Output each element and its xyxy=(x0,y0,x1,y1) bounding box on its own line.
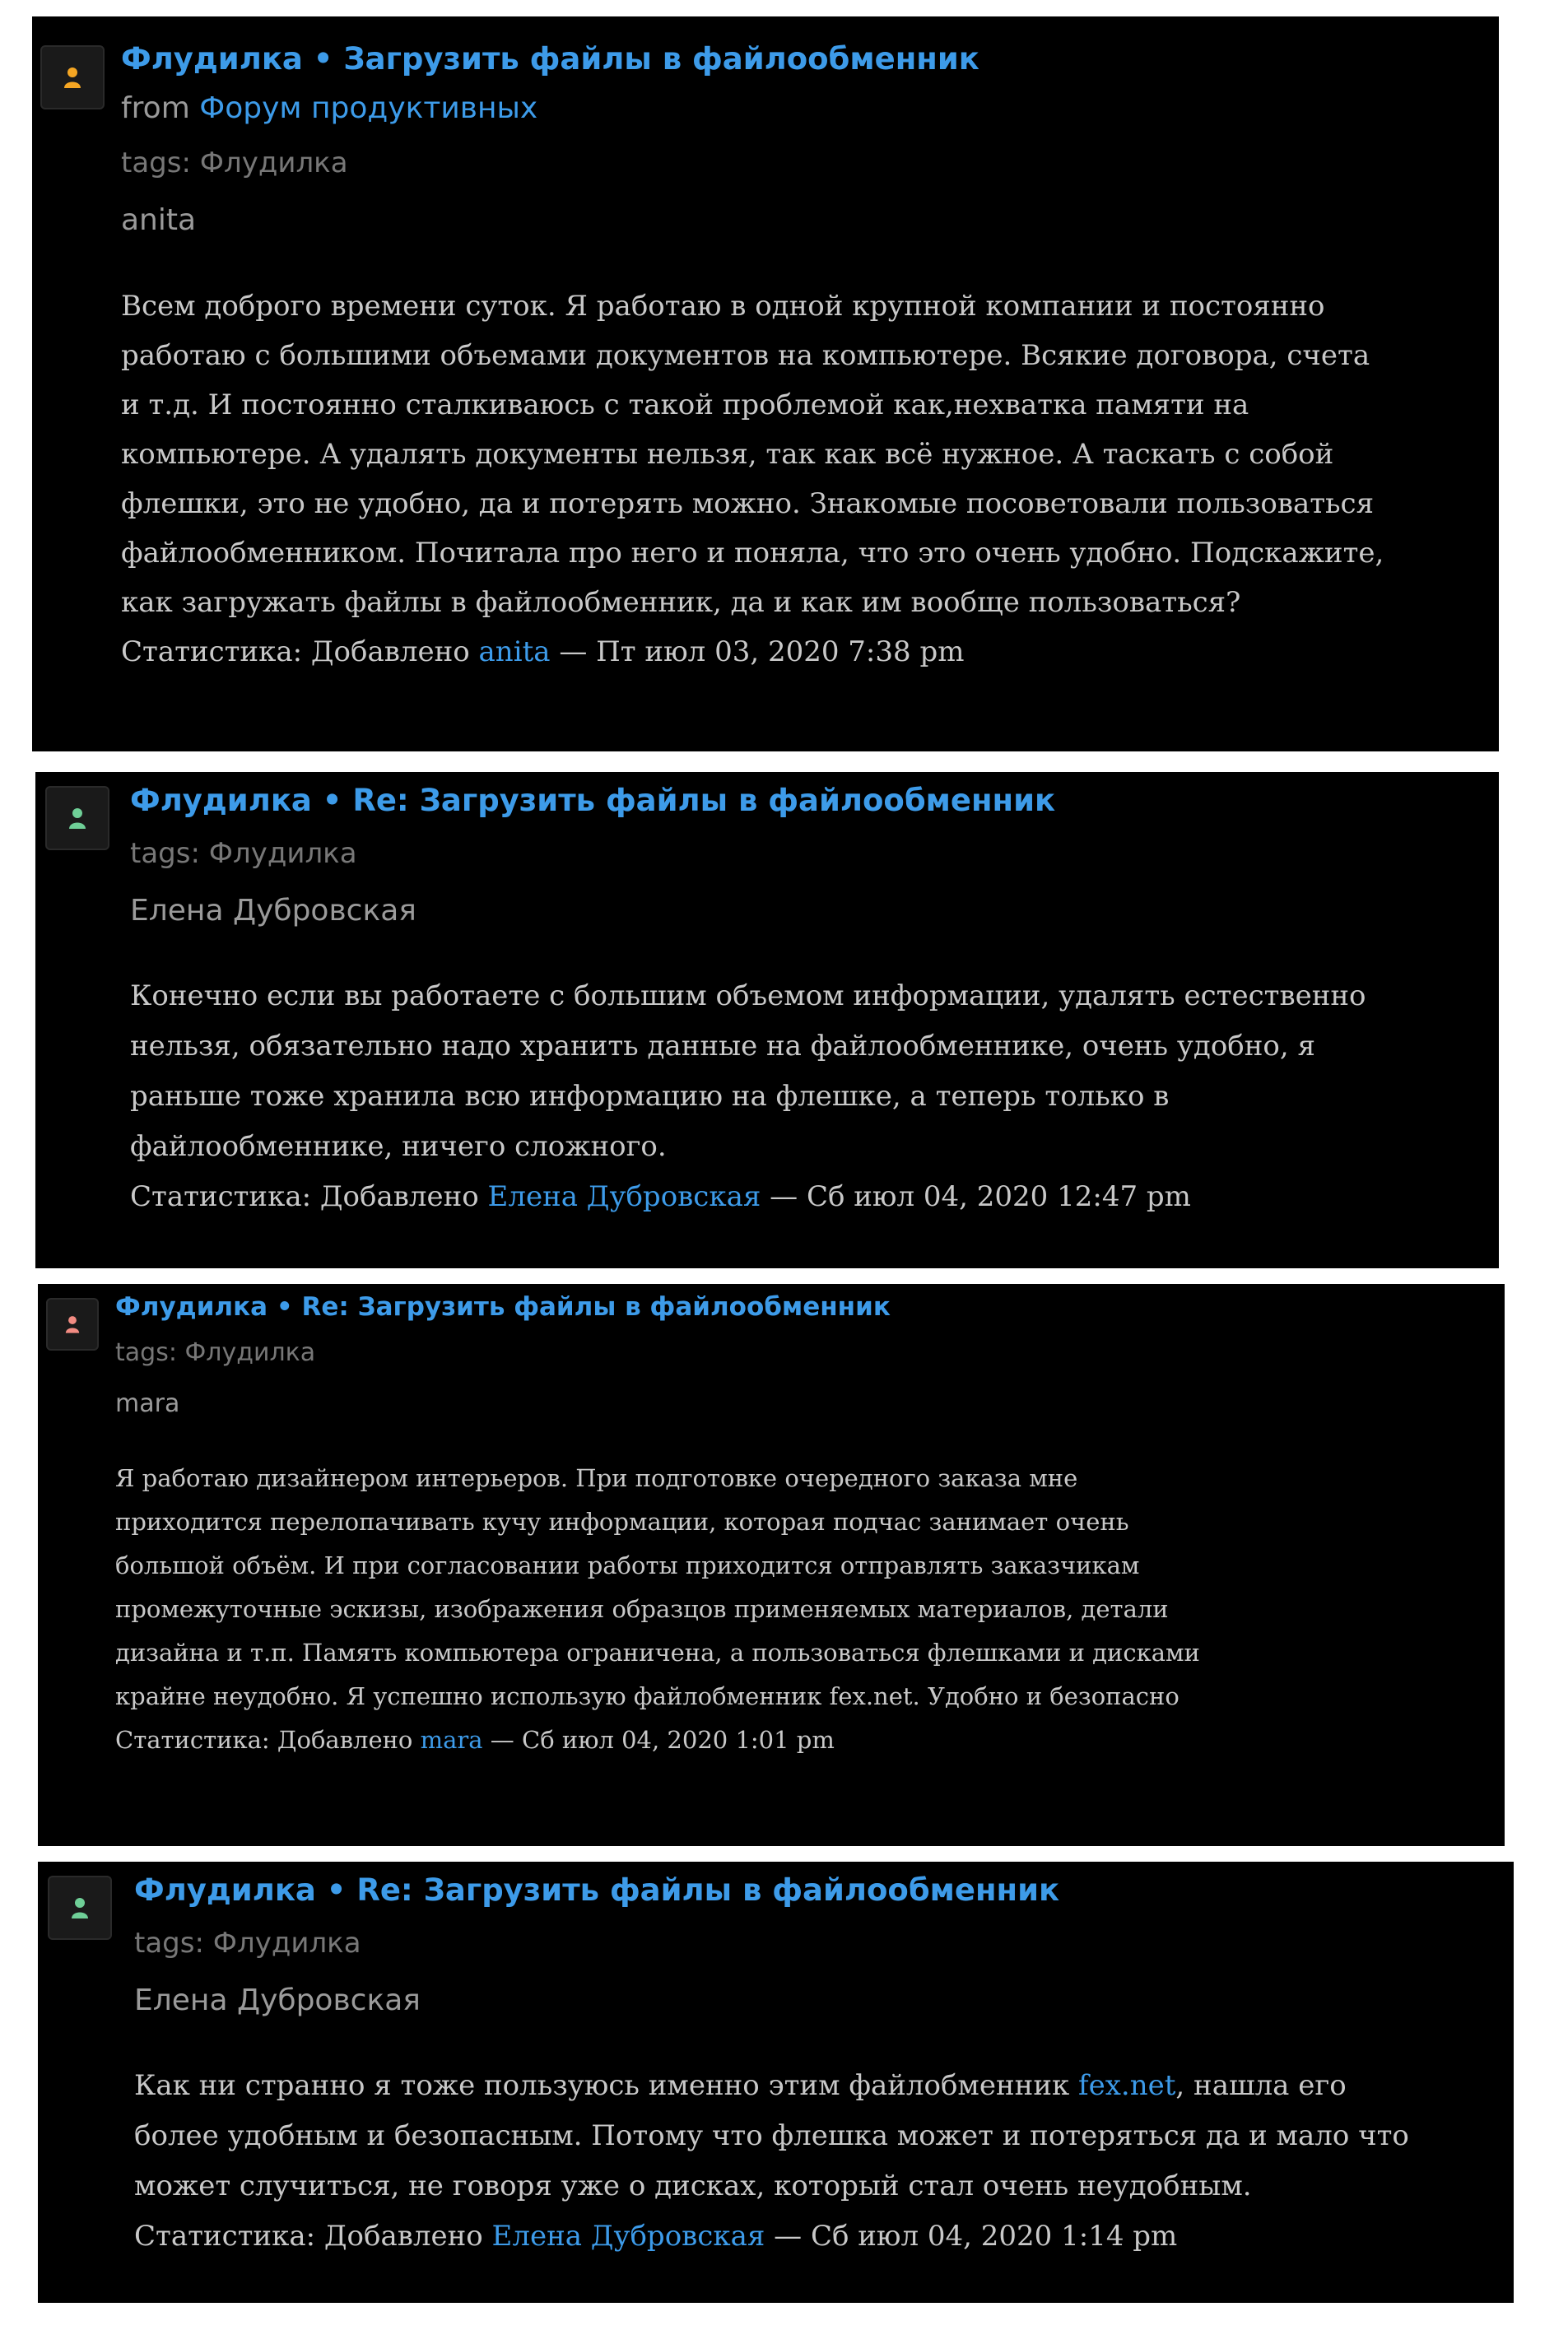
post-content xyxy=(130,780,1466,1222)
forum-post xyxy=(38,1862,1514,2303)
post-body: Конечно если вы работаете с большим объемом информации, удалять естественно нельзя, обязательно надо хранить данные на файлообменнике, очень удобно, я раньше тоже хранила всю информацию на флешке, а теперь только в файлообменнике, ничего сложного. xyxy=(130,979,1366,1163)
post-tags: tags: Флудилка xyxy=(121,146,348,179)
post-author: Елена Дубровская xyxy=(130,894,416,928)
from-label: from xyxy=(121,91,190,125)
stats-author-link[interactable]: mara xyxy=(420,1726,483,1754)
stats-label: Статистика: Добавлено xyxy=(130,1180,479,1213)
body-text: , нашла его более удобным и безопасным. Потому что флешка может и потеряться да и мало что может случиться, не говоря уже о дисках, который стал очень неудобным. xyxy=(134,2069,1409,2202)
post-content xyxy=(115,1289,1472,1762)
stats-date: — Сб июл 04, 2020 1:14 pm xyxy=(774,2220,1178,2253)
forum-link[interactable]: Флудилка xyxy=(121,41,303,77)
post-body: Я работаю дизайнером интерьеров. При подготовке очередного заказа мне приходится перелопачивать кучу информации, которая подчас занимает очень большой объём. И при согласовании работы приходится отправлять заказчикам промежуточные эскизы, изображения образцов применяемых материалов, детали дизайна и т.п. Память компьютера ограничена, а пользоваться флешками и дисками крайне неудобно. Я успешно использую файлобменник fex.net. Удобно и безопасно xyxy=(115,1464,1200,1710)
post-title xyxy=(121,40,1466,79)
title-separator: • xyxy=(276,1292,293,1322)
title-separator: • xyxy=(322,783,342,818)
forum-link[interactable]: Флудилка xyxy=(115,1292,268,1322)
topic-link[interactable]: Re: Загрузить файлы в файлообменник xyxy=(356,1872,1060,1908)
title-separator: • xyxy=(326,1872,347,1908)
topic-link[interactable]: Загрузить файлы в файлообменник xyxy=(343,41,979,77)
post-body xyxy=(134,2061,1435,2211)
avatar[interactable] xyxy=(40,45,105,109)
post-title xyxy=(115,1289,1472,1325)
stats-date: — Сб июл 04, 2020 12:47 pm xyxy=(770,1180,1191,1213)
forum-post xyxy=(35,772,1499,1268)
forum-link[interactable]: Флудилка xyxy=(134,1872,316,1908)
stats-author-link[interactable]: Елена Дубровская xyxy=(487,1180,761,1213)
stats-author-link[interactable]: Елена Дубровская xyxy=(491,2220,765,2253)
fex-net-link[interactable]: fex.net xyxy=(1078,2069,1176,2102)
user-icon xyxy=(65,1315,80,1333)
post-tags: tags: Флудилка xyxy=(130,837,357,870)
post-content xyxy=(121,40,1466,677)
topic-link[interactable]: Re: Загрузить файлы в файлообменник xyxy=(352,783,1056,818)
post-author: mara xyxy=(115,1389,180,1418)
user-icon xyxy=(68,807,86,829)
post-tags: tags: Флудилка xyxy=(115,1338,316,1367)
post-title xyxy=(134,1870,1481,1911)
forum-post xyxy=(32,16,1499,751)
stats-label: Статистика: Добавлено xyxy=(115,1726,413,1754)
post-tags: tags: Флудилка xyxy=(134,1927,361,1960)
post-author: Елена Дубровская xyxy=(134,1984,421,2017)
avatar[interactable] xyxy=(48,1876,112,1940)
stats-author-link[interactable]: anita xyxy=(478,635,551,668)
stats-label: Статистика: Добавлено xyxy=(121,635,470,668)
forum-post xyxy=(38,1284,1505,1846)
post-stats xyxy=(115,1718,1472,1762)
post-body: Всем доброго времени суток. Я работаю в одной крупной компании и постоянно работаю с большими объемами документов на компьютере. Всякие договора, счета и т.д. И постоянно сталкиваюсь с такой проблемой как,нехватка памяти на компьютере. А удалять документы нельзя, так как всё нужное. А таскать с собой флешки, это не удобно, да и потерять можно. Знакомые посоветовали пользоваться файлообменником. Почитала про него и поняла, что это очень удобно. Подскажите, как загружать файлы в файлообменник, да и как им вообще пользоваться? xyxy=(121,290,1384,619)
stats-date: — Сб июл 04, 2020 1:01 pm xyxy=(490,1726,835,1754)
post-author: anita xyxy=(121,203,197,237)
avatar[interactable] xyxy=(46,1298,99,1351)
source-forum-link[interactable]: Форум продуктивных xyxy=(199,91,538,125)
source-line xyxy=(121,89,1466,128)
topic-link[interactable]: Re: Загрузить файлы в файлообменник xyxy=(301,1292,891,1322)
user-icon xyxy=(71,1897,89,1918)
post-title xyxy=(130,780,1466,821)
title-separator: • xyxy=(313,41,333,77)
user-icon xyxy=(63,67,81,88)
post-stats xyxy=(134,2211,1481,2262)
body-text: Как ни странно я тоже пользуюсь именно этим файлобменник xyxy=(134,2069,1079,2102)
forum-link[interactable]: Флудилка xyxy=(130,783,312,818)
stats-date: — Пт июл 03, 2020 7:38 pm xyxy=(559,635,965,668)
avatar[interactable] xyxy=(45,786,109,850)
post-stats xyxy=(130,1172,1466,1222)
post-content xyxy=(134,1870,1481,2262)
post-stats xyxy=(121,627,1466,677)
stats-label: Статистика: Добавлено xyxy=(134,2220,483,2253)
